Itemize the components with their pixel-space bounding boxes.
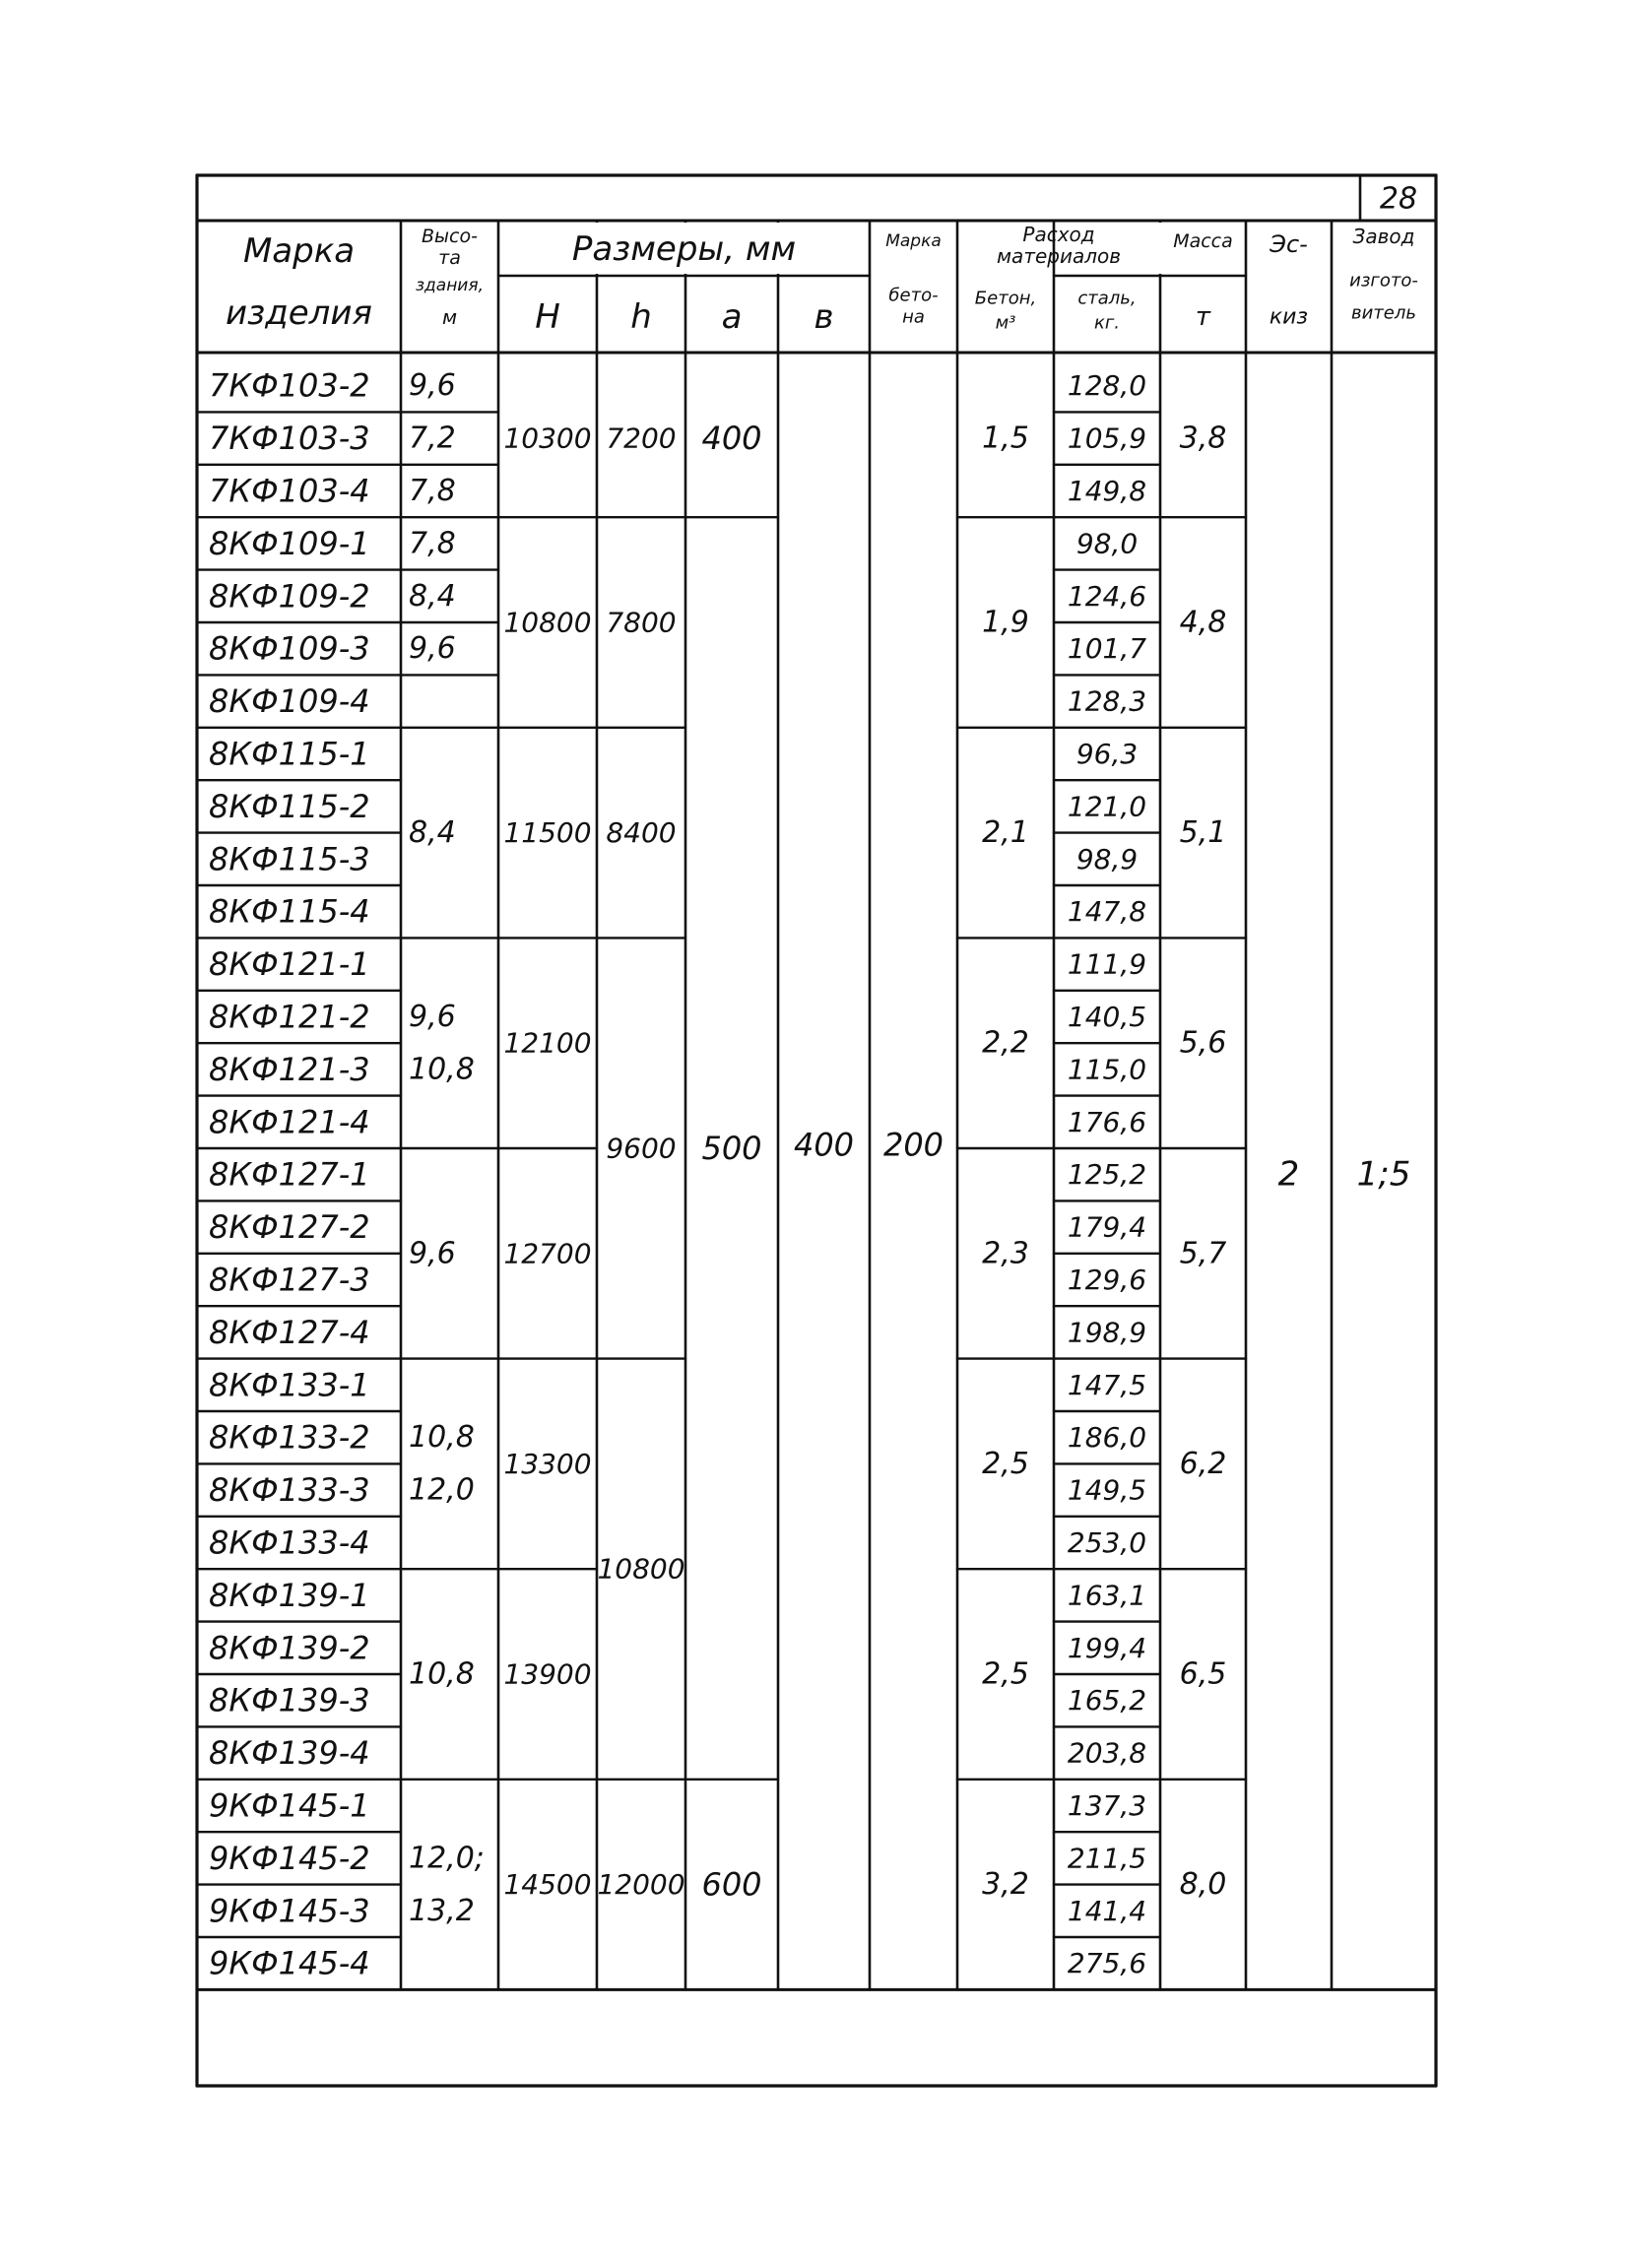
table-row-marka: 8КФ121-3: [209, 1050, 370, 1088]
table-cell-beton: 1,9: [982, 605, 1029, 640]
table-row-marka: 8КФ133-1: [209, 1366, 370, 1404]
table-cell-mass: 5,6: [1179, 1025, 1227, 1061]
table-cell-height: 8,4: [409, 578, 456, 614]
table-cell-a: 600: [701, 1865, 762, 1904]
table-row-marka: 8КФ139-4: [209, 1734, 370, 1773]
header-eskiz: киз: [1269, 304, 1309, 330]
table-cell-H: 13300: [503, 1447, 592, 1480]
table-row-steel: 115,0: [1067, 1053, 1147, 1086]
header-izdeliya: изделия: [226, 293, 372, 333]
table-cell-beton: 2,3: [982, 1236, 1029, 1271]
table-row-steel: 165,2: [1067, 1684, 1147, 1717]
header-H: Н: [535, 297, 560, 337]
header-marka-betona: на: [902, 306, 925, 328]
table-row-steel: 275,6: [1067, 1947, 1147, 1980]
table-row-marka: 8КФ139-2: [209, 1629, 370, 1667]
table-row-steel: 129,6: [1067, 1264, 1147, 1296]
table-row-steel: 179,4: [1067, 1210, 1147, 1244]
table-row-steel: 125,2: [1067, 1158, 1147, 1192]
table-cell-beton: 3,2: [982, 1867, 1029, 1903]
header-vysota: Высо-: [422, 226, 478, 247]
page-number: 28: [1379, 181, 1418, 217]
table-cell-height: 9,6: [409, 1236, 456, 1271]
header-massa: т: [1195, 302, 1211, 332]
table-row-steel: 121,0: [1067, 790, 1147, 823]
table-row-marka: 9КФ145-1: [209, 1786, 370, 1825]
table-row-steel: 163,1: [1067, 1579, 1147, 1612]
header-vysota: здания,: [415, 276, 485, 295]
table-row-steel: 149,5: [1067, 1473, 1147, 1507]
table-cell-h: 10800: [597, 1552, 685, 1586]
table-cell-height: 7,8: [409, 474, 456, 508]
header-zavod: Завод: [1352, 225, 1415, 248]
table-row-steel: 141,4: [1067, 1894, 1147, 1927]
table-cell-height: 10,8: [409, 1656, 475, 1692]
table-row-steel: 101,7: [1067, 632, 1147, 666]
table-cell-beton: 2,5: [982, 1446, 1029, 1481]
table-row-steel: 124,6: [1067, 579, 1147, 613]
table-cell-h: 12000: [597, 1868, 685, 1902]
table-cell-H: 11500: [503, 816, 592, 850]
table-cell-H: 12100: [503, 1026, 592, 1060]
table-cell-height: 7,8: [409, 526, 456, 561]
table-row-steel: 211,5: [1067, 1842, 1147, 1875]
table-cell-mass: 3,8: [1179, 421, 1227, 456]
header-marka-betona: Марка: [885, 231, 942, 251]
header-vysota: м: [441, 305, 458, 329]
table-body: [197, 367, 1410, 1982]
table-row-marka: 8КФ121-1: [209, 945, 370, 984]
header-h: h: [630, 297, 652, 337]
table-row-marka: 8КФ127-1: [209, 1155, 370, 1194]
table-cell-a: 500: [701, 1130, 762, 1167]
table-cell-height: 9,6: [409, 368, 456, 404]
header-a: a: [721, 297, 743, 337]
header-stal: сталь,: [1077, 288, 1137, 309]
header-eskiz: Эс-: [1270, 230, 1308, 258]
table-row-steel: 105,9: [1067, 421, 1147, 455]
table-row-marka: 8КФ133-2: [209, 1418, 370, 1457]
table-cell-H: 14500: [503, 1868, 592, 1902]
table-cell-mass: 6,5: [1179, 1656, 1227, 1692]
table-row-marka: 9КФ145-4: [209, 1944, 370, 1982]
table-cell-H: 10800: [503, 606, 592, 639]
header-b: в: [814, 297, 834, 337]
header-marka: Марка: [242, 231, 356, 271]
table-cell-H: 10300: [503, 421, 592, 455]
table-row-steel: 186,0: [1067, 1421, 1147, 1455]
header-vysota: та: [438, 247, 461, 269]
table-cell-beton: 2,2: [982, 1025, 1029, 1061]
header-stal: кг.: [1093, 312, 1121, 334]
table-cell-beton: 2,5: [982, 1656, 1029, 1692]
table-row-steel: 98,0: [1075, 527, 1139, 560]
table-cell-beton: 2,1: [982, 815, 1029, 851]
table-row-marka: 8КФ127-3: [209, 1261, 370, 1299]
table-row-steel: 137,3: [1067, 1789, 1147, 1822]
table-row-steel: 198,9: [1067, 1316, 1147, 1349]
table-row-steel: 128,0: [1067, 369, 1147, 403]
table-row-marka: 8КФ139-3: [209, 1681, 370, 1719]
table-cell-H: 12700: [503, 1237, 592, 1270]
table-row-marka: 7КФ103-2: [209, 366, 370, 405]
table-cell-mass: 4,8: [1179, 605, 1227, 640]
table-row-steel: 176,6: [1067, 1105, 1147, 1138]
table-row-steel: 149,8: [1067, 475, 1147, 507]
header-raskhod: материалов: [996, 244, 1122, 268]
table-cell-beton: 1,5: [982, 421, 1029, 456]
table-row-steel: 128,3: [1067, 684, 1147, 718]
table-row-steel: 203,8: [1067, 1736, 1147, 1770]
table-row-steel: 96,3: [1075, 738, 1139, 770]
table-cell-mass: 8,0: [1179, 1867, 1227, 1903]
table-row-marka: 8КФ115-3: [209, 840, 370, 878]
table-cell-height: 9,6: [409, 631, 456, 667]
table-cell-height: 9,6: [409, 1000, 456, 1034]
table-cell-height: 7,2: [409, 421, 456, 456]
table-row-marka: 8КФ133-3: [209, 1471, 370, 1510]
table-row-marka: 8КФ109-4: [209, 682, 370, 721]
header-zavod: изгото-: [1349, 270, 1418, 292]
table-row-marka: 8КФ133-4: [209, 1523, 370, 1562]
table-row-marka: 7КФ103-4: [209, 472, 370, 510]
table-cell-eskiz: 2: [1277, 1154, 1300, 1195]
table-row-steel: 147,5: [1067, 1368, 1147, 1401]
table-cell-height: 10,8: [409, 1052, 475, 1087]
header-massa: Масса: [1173, 230, 1233, 252]
table-cell-height: 10,8: [409, 1420, 475, 1456]
table-row-marka: 8КФ109-2: [209, 577, 370, 616]
table-cell-concrete-grade: 200: [882, 1126, 944, 1164]
table-row-marka: 8КФ127-4: [209, 1313, 370, 1351]
table-cell-h: 7800: [606, 606, 677, 639]
table-row-steel: 199,4: [1067, 1631, 1147, 1664]
table-cell-height: 12,0: [409, 1472, 475, 1508]
table-cell-height: 8,4: [409, 815, 456, 851]
header-beton: м³: [995, 312, 1016, 334]
table-row-marka: 8КФ139-1: [209, 1576, 370, 1614]
table-row-marka: 9КФ145-3: [209, 1892, 370, 1930]
table-row-marka: 8КФ115-2: [209, 787, 370, 825]
header-beton: Бетон,: [974, 288, 1037, 309]
header-zavod: витель: [1351, 302, 1416, 324]
table-row-marka: 8КФ115-1: [209, 735, 370, 773]
table-cell-mass: 5,1: [1179, 815, 1227, 851]
table-cell-mass: 6,2: [1179, 1446, 1227, 1481]
table-cell-H: 13900: [503, 1657, 592, 1691]
header-razmery: Размеры, мм: [571, 229, 797, 269]
table-row-marka: 8КФ109-1: [209, 524, 370, 562]
table-cell-mass: 5,7: [1179, 1236, 1227, 1271]
table-row-marka: 8КФ109-3: [209, 629, 370, 668]
table-cell-b: 400: [793, 1126, 855, 1164]
table-row-steel: 111,9: [1067, 947, 1147, 981]
table-row-marka: 8КФ127-2: [209, 1208, 370, 1247]
table-cell-height: 13,2: [409, 1893, 475, 1928]
table-row-marka: 9КФ145-2: [209, 1839, 370, 1877]
table-cell-a: 400: [701, 420, 762, 458]
table-row-steel: 98,9: [1075, 842, 1139, 875]
table-row-marka: 8КФ121-4: [209, 1103, 370, 1141]
table-cell-zavod: 1;5: [1356, 1154, 1411, 1195]
table-row-marka: 8КФ115-4: [209, 892, 370, 931]
table-row-steel: 140,5: [1067, 1001, 1147, 1033]
table-row-steel: 253,0: [1067, 1526, 1147, 1559]
table-cell-h: 9600: [606, 1132, 677, 1165]
table-row-marka: 7КФ103-3: [209, 420, 370, 458]
table-row-marka: 8КФ121-2: [209, 998, 370, 1036]
header-raskhod: Расход: [1022, 223, 1095, 246]
header-marka-betona: бето-: [888, 285, 939, 306]
table-row-steel: 147,8: [1067, 895, 1147, 929]
table-cell-height: 12,0;: [409, 1841, 485, 1876]
table-cell-h: 7200: [606, 421, 677, 455]
table-cell-h: 8400: [606, 816, 677, 850]
